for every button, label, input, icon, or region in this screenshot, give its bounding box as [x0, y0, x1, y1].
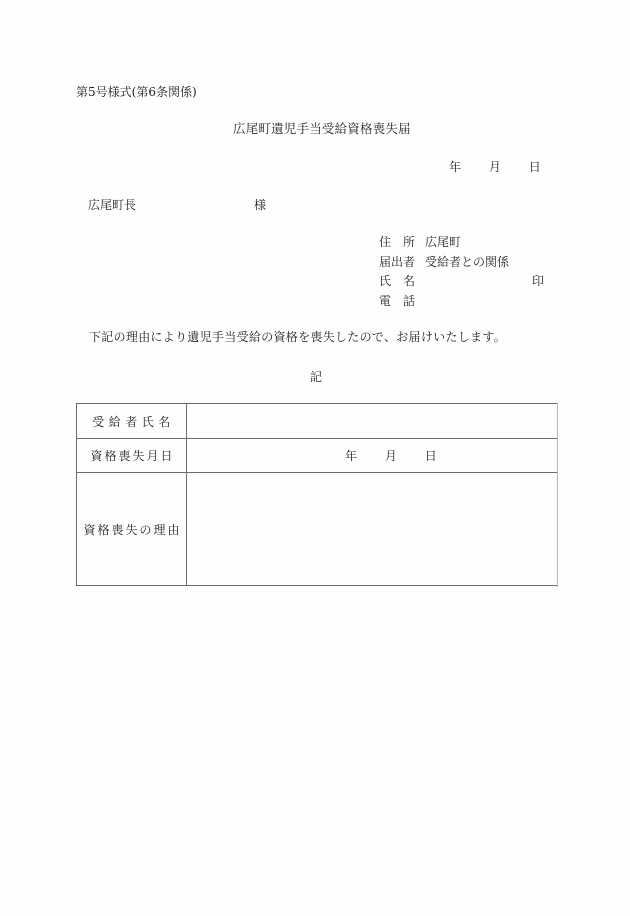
relation-label: 届出者 — [379, 254, 416, 269]
submission-date — [449, 161, 541, 173]
loss-reason-field[interactable] — [187, 473, 558, 586]
applicant-phone-row — [379, 295, 509, 315]
loss-date-label: 資格喪失月日 — [77, 439, 187, 473]
name-label: 氏 名 — [379, 274, 416, 288]
recipient-name-field[interactable] — [187, 404, 558, 439]
recipient-name-label: 受給者氏名 — [77, 404, 187, 439]
loss-date-month-label: 月 — [384, 449, 397, 463]
table-row — [77, 404, 558, 439]
phone-label: 電 話 — [379, 293, 416, 308]
loss-date-field[interactable] — [187, 439, 558, 473]
table-row — [77, 439, 558, 473]
addressee-honorific: 様 — [254, 198, 267, 212]
date-year-label: 年 — [449, 160, 462, 174]
address-label: 住 所 — [379, 235, 416, 249]
loss-date-year-label: 年 — [345, 449, 358, 463]
address-value[interactable]: 広尾町 — [425, 235, 462, 249]
relation-value[interactable]: 受給者との関係 — [425, 254, 510, 269]
applicant-address-row — [379, 236, 509, 256]
statement-text: 下記の理由により遺児手当受給の資格を喪失したので、お届けいたします。 — [89, 330, 507, 344]
seal-mark: 印 — [532, 274, 545, 288]
addressee-name: 広尾町長 — [88, 198, 137, 212]
applicant-name-row — [379, 275, 509, 295]
date-month-label: 月 — [488, 160, 501, 174]
document-title: 広尾町遺児手当受給資格喪失届 — [233, 121, 411, 136]
applicant-relation-row — [379, 256, 509, 276]
loss-date-day-label: 日 — [424, 449, 437, 463]
table-edge-shadow — [557, 403, 558, 587]
ki-heading: 記 — [310, 370, 323, 384]
table-row — [77, 473, 558, 586]
date-day-label: 日 — [528, 160, 541, 174]
applicant-block — [379, 236, 509, 314]
form-number: 第5号様式(第6条関係) — [76, 85, 197, 99]
details-table — [76, 403, 558, 586]
loss-reason-label: 資格喪失の理由 — [77, 473, 187, 586]
